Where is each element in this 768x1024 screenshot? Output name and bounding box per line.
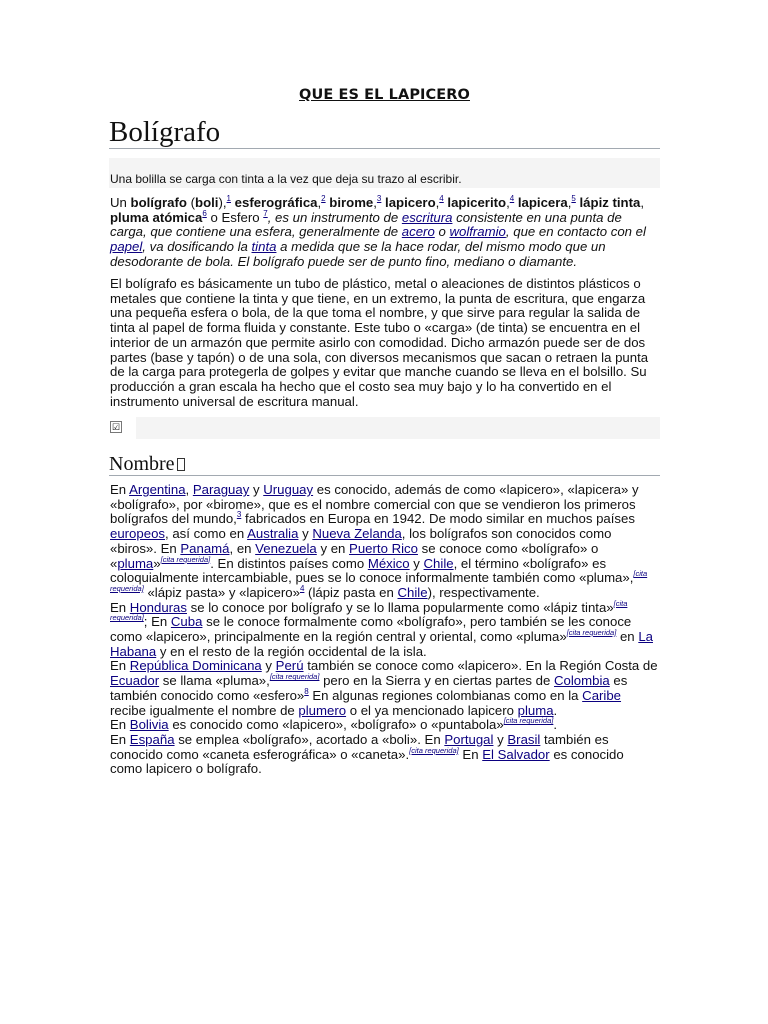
footnote-ref[interactable]: 8 — [304, 686, 309, 696]
citation-needed-link[interactable]: [cita requerida] — [110, 598, 628, 623]
link-europeos[interactable]: europeos — [110, 526, 165, 542]
term-boligrafo: bolígrafo — [130, 195, 187, 210]
article-heading: Bolígrafo — [109, 116, 221, 148]
link-el-salvador[interactable]: El Salvador — [482, 746, 550, 762]
image-placeholder-box — [136, 417, 660, 439]
citation-needed-link[interactable]: [cita requerida] — [160, 554, 211, 564]
link-escritura[interactable]: escritura — [401, 209, 453, 225]
link-nueva-zelanda[interactable]: Nueva Zelanda — [312, 526, 402, 542]
citation-needed-link[interactable]: [cita requerida] — [566, 628, 617, 638]
image-caption-box — [109, 158, 660, 188]
link-pluma[interactable]: pluma — [117, 555, 154, 571]
link-acero[interactable]: acero — [401, 224, 435, 240]
link-ecuador[interactable]: Ecuador — [110, 673, 160, 689]
footnote-ref[interactable]: 4 — [439, 194, 444, 203]
description-paragraph: El bolígrafo es básicamente un tubo de plástico, metal o aleaciones de distintos plásticos o metales que contiene la tinta y que tiene, en un extremo, la punta de escritura, que engarza una pequeña esfera o bola, de la que toma el nombre, y que sirve para regular la salida de tinta al papel de forma fluida y constante. Este tubo o «carga» (de tinta) se encuentra en el interior de un armazón que permite asirlo con comodidad. Dicho armazón puede ser de dos partes (base y tapón) o de una sola, con diversos mecanismos que sacan o retraen la punta de la carga para protegerla de golpes y evitar que manche cuando se lleva en el bolsillo. Su producción a gran escala ha hecho que el costo sea muy bajo y lo ha convertido en el instrumento universal de escritura manual. — [110, 276, 649, 409]
footnote-ref[interactable]: 5 — [571, 194, 576, 203]
link-colombia[interactable]: Colombia — [554, 673, 610, 689]
link-chile[interactable]: Chile — [423, 555, 454, 571]
link-cuba[interactable]: Cuba — [170, 614, 203, 630]
footnote-ref[interactable]: 6 — [202, 208, 207, 218]
heading-divider — [109, 148, 660, 149]
citation-needed-link[interactable]: [cita requerida] — [503, 716, 554, 726]
broken-image-icon: ☑ — [111, 422, 121, 432]
citation-needed-link[interactable]: [cita requerida] — [110, 569, 648, 593]
footnote-ref[interactable]: 1 — [226, 194, 231, 203]
link-peru[interactable]: Perú — [275, 658, 304, 674]
footnote-ref[interactable]: 3 — [376, 194, 382, 203]
citation-needed-link[interactable]: [cita requerida] — [269, 672, 320, 682]
link-portugal[interactable]: Portugal — [444, 731, 494, 747]
link-honduras[interactable]: Honduras — [129, 599, 187, 615]
link-pluma[interactable]: pluma — [517, 702, 554, 718]
link-puerto-rico[interactable]: Puerto Rico — [349, 540, 418, 556]
link-bolivia[interactable]: Bolivia — [129, 717, 169, 733]
link-brasil[interactable]: Brasil — [507, 731, 541, 747]
document-title: QUE ES EL LAPICERO — [299, 87, 470, 103]
link-australia[interactable]: Australia — [247, 526, 299, 542]
link-panama[interactable]: Panamá — [180, 540, 230, 556]
link-republica-dominicana[interactable]: República Dominicana — [129, 658, 262, 674]
footnote-ref[interactable]: 4 — [299, 583, 305, 593]
intro-paragraph: Un bolígrafo (boli),$^1$ esferográfica,$^2$ birome,$^3$ lapicero,$^4$ lapicerito,$^4$ lapicera,$^5$ lápiz tinta, pluma atómica$^6$ o Esfero $^7$, es un instrumento de escritura consistente en una punta de carga, que contiene una esfera, generalmente de acero o wolframio, que en contacto con el papel, va dosificando la tinta a medida que se la hace rodar, del mismo modo que un desodorante de bola. El bolígrafo puede ser de punto fino, mediano o diamante. — [110, 194, 646, 269]
citation-needed-link[interactable]: [cita requerida] — [409, 745, 459, 755]
footnote-ref[interactable]: 7 — [263, 208, 268, 218]
link-caribe[interactable]: Caribe — [582, 687, 622, 703]
image-row — [109, 417, 660, 439]
link-papel[interactable]: papel — [110, 239, 143, 255]
footnote-ref[interactable]: 4 — [509, 194, 515, 203]
link-paraguay[interactable]: Paraguay — [192, 482, 250, 497]
link-tinta[interactable]: tinta — [251, 239, 277, 255]
link-uruguay[interactable]: Uruguay — [263, 482, 314, 497]
link-plumero[interactable]: plumero — [298, 702, 347, 718]
link-argentina[interactable]: Argentina — [129, 482, 186, 497]
image-caption: Una bolilla se carga con tinta a la vez que deja su trazo al escribir. — [110, 172, 462, 186]
footnote-ref[interactable]: 3 — [236, 510, 242, 520]
link-la-habana[interactable]: La Habana — [110, 629, 653, 659]
missing-glyph-icon — [177, 458, 185, 471]
link-chile[interactable]: Chile — [397, 584, 428, 600]
link-wolframio[interactable]: wolframio — [449, 224, 506, 240]
section-divider — [109, 475, 660, 476]
link-espana[interactable]: España — [129, 731, 175, 747]
nombre-paragraph: En Argentina, Paraguay y Uruguay es conocido, además de como «lapicero», «lapicera» y «bolígrafo», por «birome», que es el nombre comercial con que se vendieron los primeros bolígrafos del mundo,$^3$ fabricados en Europa en 1942. De modo similar en muchos países europeos, así como en Australia y Nueva Zelanda, los bolígrafos son conocidos como «biros». En Panamá, en Venezuela y en Puerto Rico se conoce como «bolígrafo» o «pluma»[cita requerida]. En distintos países como México y Chile, el término «bolígrafo» es coloquialmente intercambiable, pues se lo conoce informalmente también como «pluma»,[cita requerida] «lápiz pasta» y «lapicero»$^4$ (lápiz pasta en Chile), respectivamente. En Honduras se lo conoce por bolígrafo y se lo llama popularmente como «lápiz tinta»[cita requerida]; En Cuba se le conoce formalmente como «bolígrafo», pero también se les conoce como «lapicero», principalmente en la región central y oriental, como «pluma»[cita requerida] en La Habana y en el resto de la región occidental de la isla. En República Dominicana y Perú también se conoce como «lapicero». En la Región Costa de Ecuador se llama «pluma»,[cita requerida] pero en la Sierra y en ciertas partes de Colombia es también conocido como «esfero»$^8$ En algunas regiones colombianas como en la Caribe recibe igualmente el nombre de plumero o el ya mencionado lapicero pluma. En Bolivia es conocido como «lapicero», «bolígrafo» o «puntabola»[cita requerida]. En España se emplea «bolígrafo», acortado a «boli». En Portugal y Brasil también es conocido como «caneta esferográfica» o «caneta».[cita requerida] En El Salvador es conocido como lapicero o bolígrafo. — [110, 482, 658, 777]
link-mexico[interactable]: México — [367, 555, 410, 571]
footnote-ref[interactable]: 2 — [321, 194, 326, 203]
section-heading-nombre: Nombre — [109, 452, 185, 476]
link-venezuela[interactable]: Venezuela — [255, 540, 317, 556]
